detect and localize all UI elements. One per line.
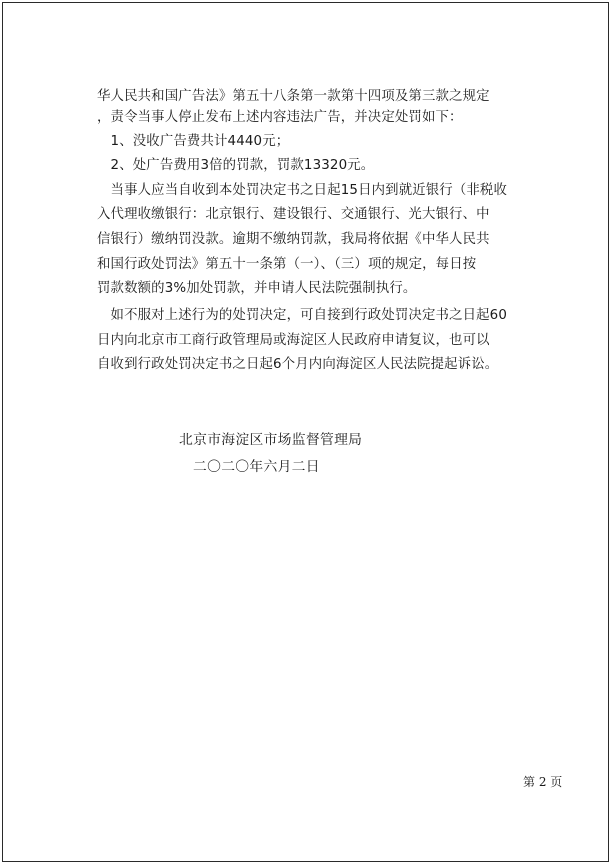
issuing-agency: 北京市海淀区市场监督管理局 xyxy=(179,432,363,448)
body-line-12: 自收到行政处罚决定书之日起6个月内向海淀区人民法院提起诉讼。 xyxy=(97,357,499,372)
body-line-5: 当事人应当自收到本处罚决定书之日起15日内到就近银行（非税收 xyxy=(97,183,508,198)
body-line-11: 日内向北京市工商行政管理局或海淀区人民政府申请复议，也可以 xyxy=(97,333,490,348)
body-line-6: 入代理收缴银行：北京银行、建设银行、交通银行、光大银行、中 xyxy=(97,207,490,222)
page-number: 第 2 页 xyxy=(523,775,563,789)
body-line-2: ，责令当事人停止发布上述内容违法广告，并决定处罚如下： xyxy=(97,110,463,125)
body-line-10: 如不服对上述行为的处罚决定，可自接到行政处罚决定书之日起60 xyxy=(97,308,508,323)
body-line-8: 和国行政处罚法》第五十一条第（一）、（三）项的规定，每日按 xyxy=(97,257,477,272)
penalty-item-1: 1、没收广告费共计4440元； xyxy=(97,134,290,149)
body-line-1: 华人民共和国广告法》第五十八条第一款第十四项及第三款之规定 xyxy=(97,89,490,104)
penalty-item-2: 2、处广告费用3倍的罚款，罚款13320元。 xyxy=(97,158,375,173)
body-line-9: 罚款数额的3%加处罚款，并申请人民法院强制执行。 xyxy=(97,281,417,296)
body-line-7: 信银行）缴纳罚没款。逾期不缴纳罚款，我局将依据《中华人民共 xyxy=(97,232,490,247)
issue-date: 二〇二〇年六月二日 xyxy=(193,459,320,475)
